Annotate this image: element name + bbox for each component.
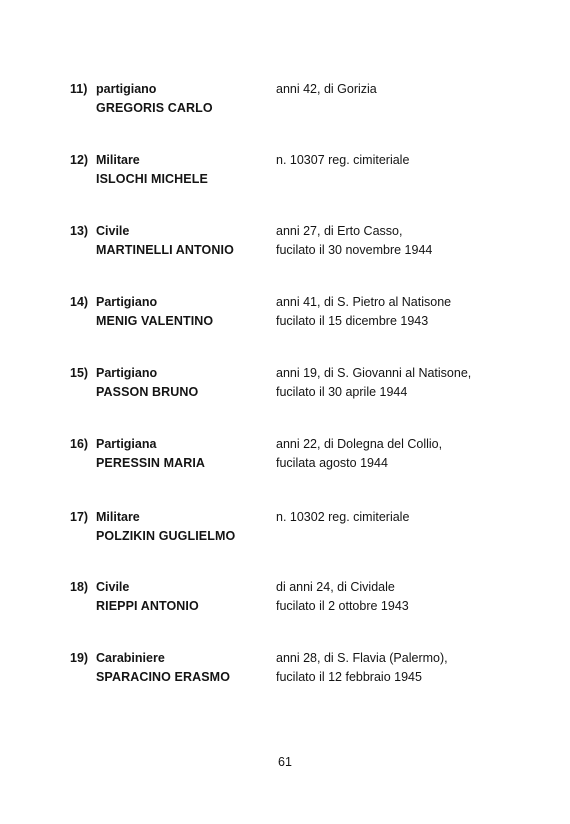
entry-role: Militare bbox=[96, 510, 140, 524]
entry-number: 16) bbox=[70, 437, 89, 451]
entry-role: Civile bbox=[96, 580, 130, 594]
entry-name: MARTINELLI ANTONIO bbox=[96, 243, 234, 257]
entry-number: 15) bbox=[70, 366, 89, 380]
entry-name: SPARACINO ERASMO bbox=[96, 670, 231, 684]
entry-role: Partigiano bbox=[96, 295, 158, 309]
entry-number: 12) bbox=[70, 153, 89, 167]
entry-name: PASSON BRUNO bbox=[96, 385, 199, 399]
entry-name: POLZIKIN GUGLIELMO bbox=[96, 529, 236, 543]
entry-name: GREGORIS CARLO bbox=[96, 101, 213, 115]
entry-info-line1: n. 10307 reg. cimiteriale bbox=[276, 153, 410, 167]
list-item bbox=[0, 80, 570, 120]
entry-role: Partigiana bbox=[96, 437, 157, 451]
entry-number: 14) bbox=[70, 295, 89, 309]
list-item bbox=[0, 649, 570, 689]
entry-info-line2: fucilato il 12 febbraio 1945 bbox=[276, 670, 422, 684]
list-item bbox=[0, 151, 570, 191]
list-item bbox=[0, 222, 570, 262]
entry-name: MENIG VALENTINO bbox=[96, 314, 214, 328]
entry-number: 19) bbox=[70, 651, 89, 665]
page-number: 61 bbox=[278, 755, 292, 769]
entry-info-line1: anni 27, di Erto Casso, bbox=[276, 224, 403, 238]
entry-info-line2: fucilato il 2 ottobre 1943 bbox=[276, 599, 409, 613]
entry-role: partigiano bbox=[96, 82, 157, 96]
entry-role: Partigiano bbox=[96, 366, 158, 380]
entry-role: Militare bbox=[96, 153, 140, 167]
entry-name: PERESSIN MARIA bbox=[96, 456, 206, 470]
list-item bbox=[0, 578, 570, 618]
entry-number: 18) bbox=[70, 580, 89, 594]
entry-info-line1: anni 42, di Gorizia bbox=[276, 82, 377, 96]
entry-info-line2: fucilato il 15 dicembre 1943 bbox=[276, 314, 429, 328]
entry-info-line1: di anni 24, di Cividale bbox=[276, 580, 395, 594]
list-item bbox=[0, 435, 570, 475]
entry-info-line1: n. 10302 reg. cimiteriale bbox=[276, 510, 410, 524]
entry-info-line1: anni 28, di S. Flavia (Palermo), bbox=[276, 651, 448, 665]
entry-info-line2: fucilato il 30 aprile 1944 bbox=[276, 385, 408, 399]
entry-number: 11) bbox=[70, 82, 88, 96]
entry-info-line2: fucilato il 30 novembre 1944 bbox=[276, 243, 433, 257]
list-item bbox=[0, 293, 570, 333]
entry-info-line1: anni 19, di S. Giovanni al Natisone, bbox=[276, 366, 472, 380]
entry-name: RIEPPI ANTONIO bbox=[96, 599, 199, 613]
entry-role: Carabiniere bbox=[96, 651, 165, 665]
entry-info-line1: anni 22, di Dolegna del Collio, bbox=[276, 437, 443, 451]
entry-name: ISLOCHI MICHELE bbox=[96, 172, 208, 186]
entry-info-line1: anni 41, di S. Pietro al Natisone bbox=[276, 295, 452, 309]
list-item bbox=[0, 508, 570, 548]
list-item bbox=[0, 364, 570, 404]
entry-role: Civile bbox=[96, 224, 130, 238]
entry-number: 17) bbox=[70, 510, 89, 524]
entry-number: 13) bbox=[70, 224, 89, 238]
entry-info-line2: fucilata agosto 1944 bbox=[276, 456, 388, 470]
